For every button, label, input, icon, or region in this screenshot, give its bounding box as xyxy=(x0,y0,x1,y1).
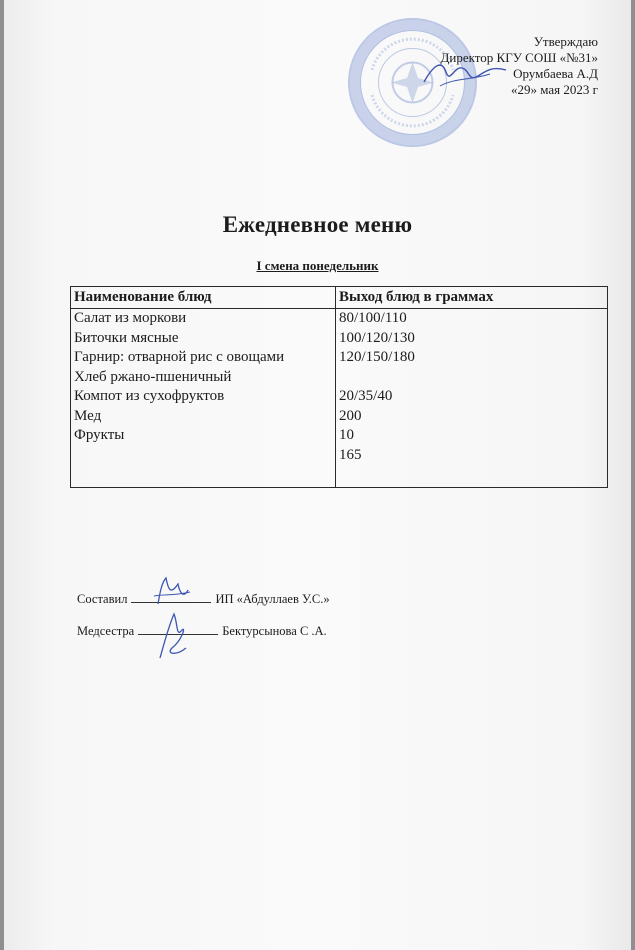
portion-item: 10 xyxy=(339,427,354,443)
header-dish-name: Наименование блюд xyxy=(71,287,336,309)
portion-item: 100/120/130 xyxy=(339,329,415,346)
nurse-row xyxy=(77,624,327,639)
dish-item: Компот из сухофруктов xyxy=(74,388,225,404)
director-signature xyxy=(420,56,510,92)
portion-item: 20/35/40 xyxy=(339,388,393,404)
approval-date: «29» мая 2023 г xyxy=(511,82,598,97)
portion-item xyxy=(339,368,604,388)
dish-item: Хлеб ржано-пшеничный xyxy=(74,368,232,385)
portion-item: 120/150/180 xyxy=(339,349,415,365)
compiled-by-row xyxy=(77,592,330,607)
nurse-signature xyxy=(152,608,192,664)
page-title: Ежедневное меню xyxy=(222,212,413,237)
table-row xyxy=(71,309,608,488)
nurse-label: Медсестра xyxy=(77,624,135,638)
table-header-row xyxy=(71,287,608,309)
menu-table xyxy=(70,286,608,488)
approval-name: Орумбаева А.Д xyxy=(513,66,598,81)
shift-subtitle: I смена понедельник xyxy=(256,258,379,273)
header-portion: Выход блюд в граммах xyxy=(336,287,608,309)
compiled-name: ИП «Абдуллаев У.С.» xyxy=(215,592,330,606)
portion-item: 200 xyxy=(339,407,362,424)
compiled-label: Составил xyxy=(77,592,128,606)
dishes-cell xyxy=(71,309,336,488)
compiled-signature xyxy=(148,574,194,608)
portions-cell xyxy=(336,309,608,488)
dish-item: Гарнир: отварной рис с овощами xyxy=(74,349,285,365)
portion-item: 165 xyxy=(339,446,362,463)
portion-item: 80/100/110 xyxy=(339,310,407,326)
dish-item: Салат из моркови xyxy=(74,310,187,326)
approval-position: Директор КГУ СОШ «№31» xyxy=(440,50,598,65)
approval-heading: Утверждаю xyxy=(533,34,598,49)
dish-item: Мед xyxy=(74,407,102,424)
dish-item: Биточки мясные xyxy=(74,329,179,346)
nurse-name: Бектурсынова С .А. xyxy=(222,624,327,638)
dish-item: Фрукты xyxy=(74,427,125,443)
